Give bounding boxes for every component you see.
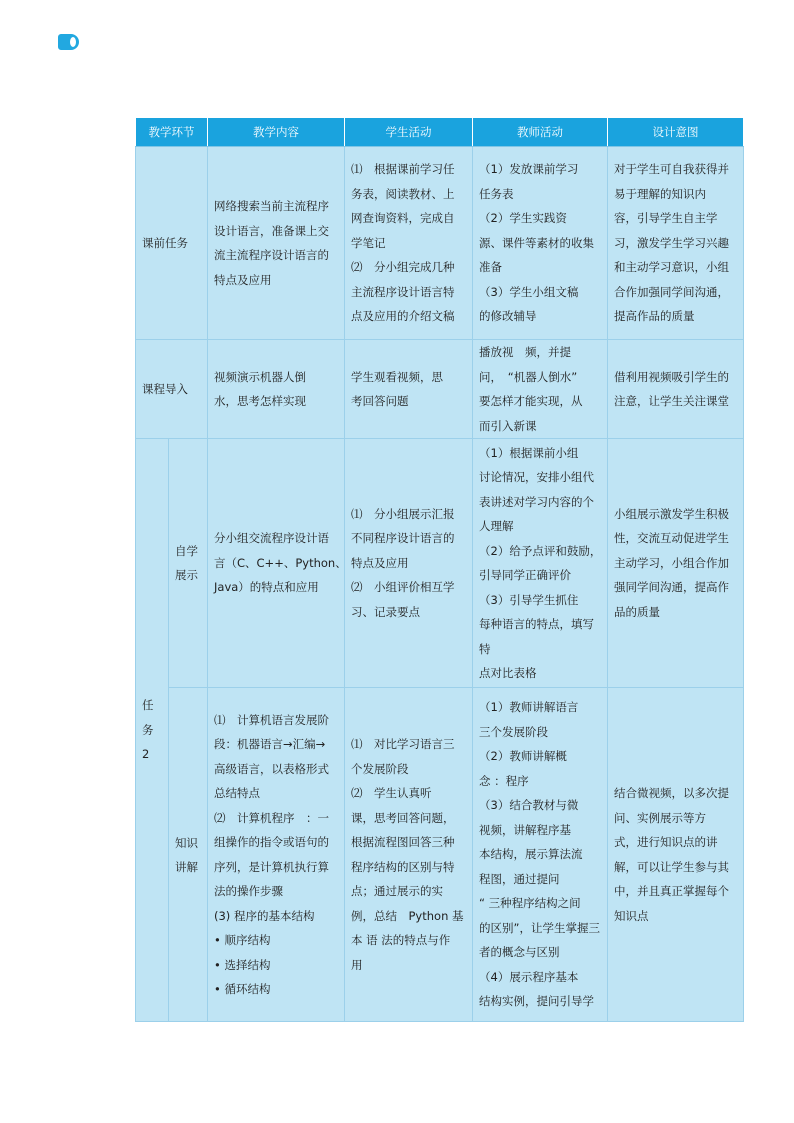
header-intent: 设计意图 bbox=[608, 118, 744, 147]
cell-text-line: 点；通过展示的实 bbox=[351, 884, 443, 898]
phase-cell: 课前任务 bbox=[136, 147, 208, 340]
teacher-cell bbox=[473, 688, 608, 1022]
cell-text-line: （3）学生小组文稿 bbox=[479, 284, 579, 299]
cell-text-line: 结构实例，提问引导学 bbox=[479, 994, 594, 1009]
content-cell bbox=[208, 147, 345, 340]
cell-text-line: 组操作的指令或语句的 bbox=[214, 835, 329, 849]
cell-text-line: 人理解 bbox=[479, 519, 514, 533]
table-row-self-study bbox=[136, 439, 744, 688]
cell-text-line: 程图，通过提问 bbox=[479, 871, 560, 886]
student-cell bbox=[345, 439, 473, 688]
teacher-cell bbox=[473, 147, 608, 340]
cell-text-line: 结合微视频，以多次提 bbox=[614, 786, 729, 800]
cell-text-line: （1）发放课前学习 bbox=[479, 162, 579, 177]
cell-text-line: 准备 bbox=[479, 260, 502, 275]
cell-text-line: 特 bbox=[479, 641, 491, 656]
stage-cell-task2 bbox=[136, 439, 169, 1022]
cell-text-line: Java）的特点和应用 bbox=[214, 580, 319, 595]
cell-text-line: 品的质量 bbox=[614, 604, 660, 619]
cell-text-line: 者的概念与区别 bbox=[479, 945, 560, 960]
cell-text-line: 对于学生可自我获得并 bbox=[614, 162, 729, 177]
cell-text-line: 务 bbox=[142, 722, 154, 737]
cell-text-line: 程序结构的区别与特 bbox=[351, 859, 455, 874]
cell-text-line: 分小组交流程序设计语 bbox=[214, 531, 329, 546]
cell-text-line: 本结构，展示算法流 bbox=[479, 847, 583, 862]
cell-text-line: 务表，阅读教材、上 bbox=[351, 186, 455, 201]
cell-text-line: 播放视 频，并提 bbox=[479, 345, 571, 359]
table-row-pre-class bbox=[136, 147, 744, 340]
cell-text-line: 特点及应用 bbox=[214, 272, 272, 287]
cell-text-line: 的区别”，让学生掌握三 bbox=[479, 920, 600, 935]
cell-text-line: ⑴ 对比学习语言三 bbox=[351, 737, 455, 751]
cell-text-line: 要怎样才能实现，从 bbox=[479, 394, 583, 408]
cell-text-line: • 顺序结构 bbox=[214, 933, 271, 947]
cell-text-line: 学生观看视频，思 bbox=[351, 369, 443, 384]
cell-text-line: 高级语言，以表格形式 bbox=[214, 761, 329, 776]
cell-text-line: 课，思考回答问题， bbox=[351, 810, 455, 825]
cell-text-line: （2）教师讲解概 bbox=[479, 749, 567, 764]
cell-text-line: 设计语言，准备课上交 bbox=[214, 223, 329, 238]
intent-cell bbox=[608, 147, 744, 340]
header-content: 教学内容 bbox=[208, 118, 345, 147]
cell-text-line: （2）给予点评和鼓励， bbox=[479, 543, 602, 558]
content-cell bbox=[208, 688, 345, 1022]
header-student: 学生活动 bbox=[345, 118, 473, 147]
teacher-cell bbox=[473, 340, 608, 439]
cell-text-line: 表讲述对学习内容的个 bbox=[479, 494, 594, 509]
cell-text-line: “ 三种程序结构之间 bbox=[479, 896, 581, 911]
cell-text-line: （2）学生实践资 bbox=[479, 211, 567, 226]
cell-text-line: • 循环结构 bbox=[214, 982, 271, 996]
cell-text-line: 源、课件等素材的收集 bbox=[479, 235, 594, 250]
cell-text-line: ⑵ 分小组完成几种 bbox=[351, 260, 455, 275]
cell-text-line: 主流程序设计语言特 bbox=[351, 284, 455, 299]
cell-text-line: 问、实例展示等方 bbox=[614, 810, 706, 825]
cell-text-line: 个发展阶段 bbox=[351, 761, 409, 776]
cell-text-line: ⑴ 计算机语言发展阶 bbox=[214, 712, 329, 727]
student-cell bbox=[345, 688, 473, 1022]
cell-text-line: 段：机器语言→汇编→ bbox=[214, 737, 326, 751]
content-cell bbox=[208, 340, 345, 439]
content-cell bbox=[208, 439, 345, 688]
phase-cell: 课程导入 bbox=[136, 340, 208, 439]
cell-text-line: 注意，让学生关注课堂 bbox=[614, 394, 729, 408]
cell-text-line: ⑵ 学生认真听 bbox=[351, 786, 432, 800]
cell-text-line: 水，思考怎样实现 bbox=[214, 394, 306, 408]
cell-text-line: 中，并且真正掌握每个 bbox=[614, 884, 729, 898]
cell-text-line: 根据流程图回答三种 bbox=[351, 835, 455, 849]
cell-text-line: ⑵ 小组评价相互学 bbox=[351, 580, 455, 595]
cell-text-line: 自学 bbox=[175, 544, 198, 558]
cell-text-line: 展示 bbox=[175, 568, 198, 582]
cell-text-line: 主动学习，小组合作加 bbox=[614, 555, 729, 570]
cell-text-line: 借利用视频吸引学生的 bbox=[614, 369, 729, 384]
cell-text-line: （3）结合教材与微 bbox=[479, 798, 579, 813]
cell-text-line: ⑵ 计算机程序 ：一 bbox=[214, 810, 329, 825]
cell-text-line: 本 语 法的特点与作 bbox=[351, 933, 451, 947]
cell-text-line: 考回答问题 bbox=[351, 394, 409, 408]
cell-text-line: ⑴ 根据课前学习任 bbox=[351, 162, 455, 177]
intent-cell bbox=[608, 340, 744, 439]
cell-text-line: 性，交流互动促进学生 bbox=[614, 531, 729, 546]
cell-text-line: 网查询资料，完成自 bbox=[351, 211, 455, 226]
student-cell bbox=[345, 340, 473, 439]
cell-text-line: 式，进行知识点的讲 bbox=[614, 835, 718, 849]
cell-text-line: 强同学间沟通，提高作 bbox=[614, 580, 729, 595]
cell-text-line: 网络搜索当前主流程序 bbox=[214, 199, 329, 213]
cell-text-line: 习，激发学生学习兴趣 bbox=[614, 235, 729, 250]
cell-text-line: 三个发展阶段 bbox=[479, 724, 548, 739]
table-header-row bbox=[136, 118, 744, 147]
cell-text-line: 任 bbox=[142, 698, 154, 713]
cell-text-line: 容，引导学生自主学 bbox=[614, 211, 718, 226]
cell-text-line: 点对比表格 bbox=[479, 666, 537, 680]
cell-text-line: 和主动学习意识，小组 bbox=[614, 260, 729, 275]
cell-text-line: 视频，讲解程序基 bbox=[479, 822, 571, 837]
cell-text-line: 序列，是计算机执行算 bbox=[214, 859, 329, 874]
cell-text-line: 引导同学正确评价 bbox=[479, 568, 571, 582]
cell-text-line: 而引入新课 bbox=[479, 418, 537, 433]
cell-text-line: 学笔记 bbox=[351, 235, 386, 250]
cell-text-line: （1）教师讲解语言 bbox=[479, 700, 579, 715]
sub-phase-cell bbox=[169, 688, 208, 1022]
cell-text-line: 视频演示机器人倒 bbox=[214, 369, 306, 384]
cell-text-line: 知识 bbox=[175, 835, 198, 850]
cell-text-line: （4）展示程序基本 bbox=[479, 969, 579, 984]
cell-text-line: 例，总结 Python 基 bbox=[351, 908, 464, 923]
cell-text-line: 任务表 bbox=[479, 186, 514, 201]
cell-text-line: 提高作品的质量 bbox=[614, 309, 695, 324]
cell-text-line: 总结特点 bbox=[214, 786, 260, 800]
cell-text-line: (3) 程序的基本结构 bbox=[214, 908, 315, 923]
cell-text-line: ⑴ 分小组展示汇报 bbox=[351, 506, 455, 521]
lesson-plan-table bbox=[135, 117, 744, 1022]
cell-text-line: • 选择结构 bbox=[214, 957, 271, 972]
cell-text-line: 小组展示激发学生积极 bbox=[614, 506, 729, 521]
cell-text-line: 用 bbox=[351, 957, 363, 972]
header-teacher: 教师活动 bbox=[473, 118, 608, 147]
intent-cell bbox=[608, 688, 744, 1022]
cell-text-line: （1）根据课前小组 bbox=[479, 445, 579, 460]
cell-text-line: 解，可以让学生参与其 bbox=[614, 859, 729, 874]
sub-phase-cell bbox=[169, 439, 208, 688]
cell-text-line: 习、记录要点 bbox=[351, 604, 420, 619]
cell-text-line: 特点及应用 bbox=[351, 555, 409, 570]
cell-text-line: 易于理解的知识内 bbox=[614, 186, 706, 201]
teacher-cell bbox=[473, 439, 608, 688]
cell-text-line: （3）引导学生抓住 bbox=[479, 592, 579, 607]
intent-cell bbox=[608, 439, 744, 688]
cell-text-line: 2 bbox=[142, 747, 150, 762]
cell-text-line: 合作加强同学间沟通， bbox=[614, 284, 729, 299]
table-row-lecture bbox=[136, 688, 744, 1022]
table-row-intro bbox=[136, 340, 744, 439]
cell-text-line: 讨论情况，安排小组代 bbox=[479, 470, 594, 484]
cell-text-line: 言（C、C++、Python、 bbox=[214, 555, 347, 570]
cell-text-line: 知识点 bbox=[614, 908, 649, 923]
cell-text-line: 的修改辅导 bbox=[479, 309, 537, 324]
header-phase: 教学环节 bbox=[136, 118, 208, 147]
cell-text-line: 不同程序设计语言的 bbox=[351, 531, 455, 546]
student-cell bbox=[345, 147, 473, 340]
cell-text-line: 流主流程序设计语言的 bbox=[214, 248, 329, 262]
cell-text-line: 念 ：程序 bbox=[479, 773, 529, 788]
cell-text-line: 问， “机器人倒水” bbox=[479, 369, 578, 384]
cell-text-line: 讲解 bbox=[175, 859, 198, 874]
cell-text-line: 每种语言的特点，填写 bbox=[479, 617, 594, 631]
cell-text-line: 点及应用的介绍文稿 bbox=[351, 309, 455, 324]
cell-text-line: 法的操作步骤 bbox=[214, 884, 283, 898]
chapter-tab-marker bbox=[58, 34, 79, 50]
